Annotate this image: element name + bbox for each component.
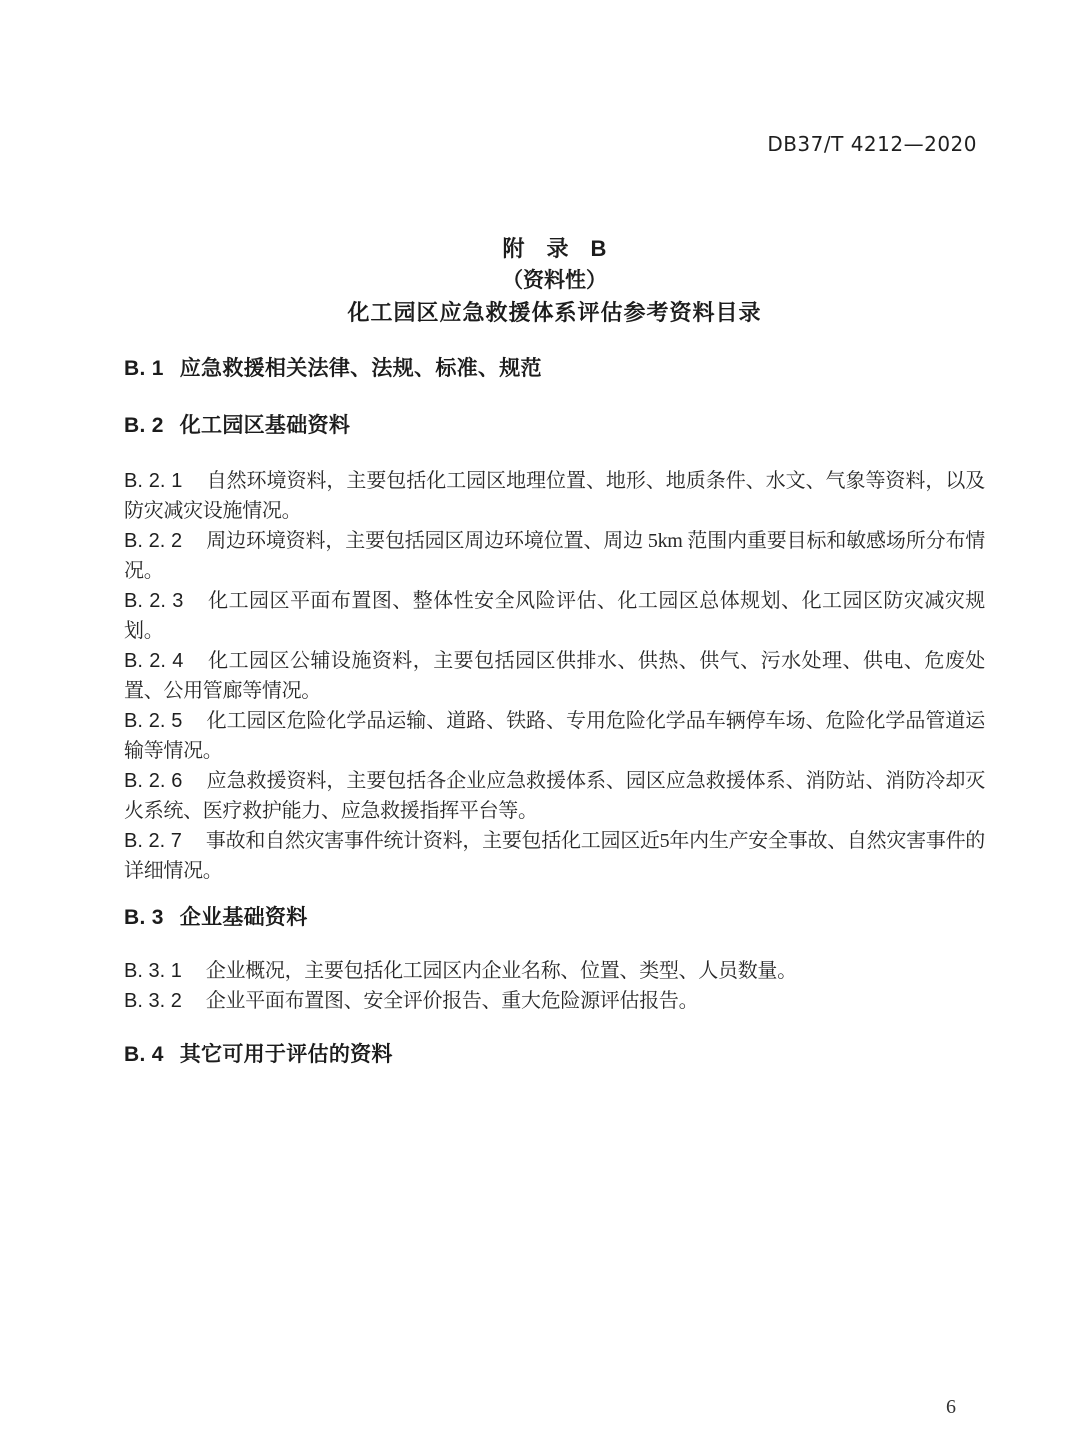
clause-b31 <box>124 956 985 986</box>
clause-b27 <box>124 826 985 886</box>
clause-number: B. 3. 2 <box>124 990 182 1012</box>
clause-number: B. 2. 3 <box>124 590 184 612</box>
clause-text: 周边环境资料，主要包括园区周边环境位置、周边 5km 范围内重要目标和敏感场所分布情况。 <box>124 530 985 582</box>
clause-text: 化工园区公辅设施资料，主要包括园区供排水、供热、供气、污水处理、供电、危废处置、公用管廊等情况。 <box>124 650 985 702</box>
section-number: B. 2 <box>124 414 164 437</box>
section-heading-b2 <box>124 411 985 441</box>
clause-b25 <box>124 706 985 766</box>
section-number: B. 1 <box>124 357 164 380</box>
clause-b32 <box>124 986 985 1016</box>
clause-text: 化工园区平面布置图、整体性安全风险评估、化工园区总体规划、化工园区防灾减灾规划。 <box>124 590 985 642</box>
clause-number: B. 2. 1 <box>124 470 183 492</box>
standard-code-header: DB37/T 4212—2020 <box>767 132 977 156</box>
document-body <box>124 344 985 1070</box>
page-number: 6 <box>946 1396 956 1418</box>
clause-text: 自然环境资料，主要包括化工园区地理位置、地形、地质条件、水文、气象等资料，以及防灾减灾设施情况。 <box>124 470 985 522</box>
clause-number: B. 3. 1 <box>124 960 182 982</box>
clause-b23 <box>124 586 985 646</box>
clause-text: 化工园区危险化学品运输、道路、铁路、专用危险化学品车辆停车场、危险化学品管道运输等情况。 <box>124 710 985 762</box>
section-heading-b4 <box>124 1040 985 1070</box>
clause-text: 企业平面布置图、安全评价报告、重大危险源评估报告。 <box>205 990 699 1012</box>
appendix-subtitle: （资料性） <box>502 269 607 292</box>
clause-number: B. 2. 7 <box>124 830 182 852</box>
clause-number: B. 2. 5 <box>124 710 183 732</box>
appendix-heading: 化工园区应急救援体系评估参考资料目录 <box>347 300 762 325</box>
section-heading-b3 <box>124 903 985 933</box>
clause-text: 事故和自然灾害事件统计资料，主要包括化工园区近5年内生产安全事故、自然灾害事件的详细情况。 <box>124 830 986 882</box>
section-title: 其它可用于评估的资料 <box>179 1043 393 1066</box>
section-title: 应急救援相关法律、法规、标准、规范 <box>179 357 542 380</box>
section-number: B. 3 <box>124 906 164 929</box>
clause-b24 <box>124 646 985 706</box>
section-number: B. 4 <box>124 1043 164 1066</box>
clause-text: 应急救援资料，主要包括各企业应急救援体系、园区应急救援体系、消防站、消防冷却灭火系统、医疗救护能力、应急救援指挥平台等。 <box>124 770 985 822</box>
clause-number: B. 2. 4 <box>124 650 184 672</box>
clause-number: B. 2. 6 <box>124 770 183 792</box>
appendix-title-block <box>124 233 985 329</box>
section-title: 企业基础资料 <box>179 906 308 929</box>
section-title: 化工园区基础资料 <box>179 414 351 437</box>
clause-b21 <box>124 466 985 526</box>
appendix-title: 附 录 B <box>502 236 607 261</box>
clause-number: B. 2. 2 <box>124 530 183 552</box>
clause-b22 <box>124 526 985 586</box>
section-heading-b1 <box>124 354 985 384</box>
clause-b26 <box>124 766 985 826</box>
clause-text: 企业概况，主要包括化工园区内企业名称、位置、类型、人员数量。 <box>205 960 797 982</box>
